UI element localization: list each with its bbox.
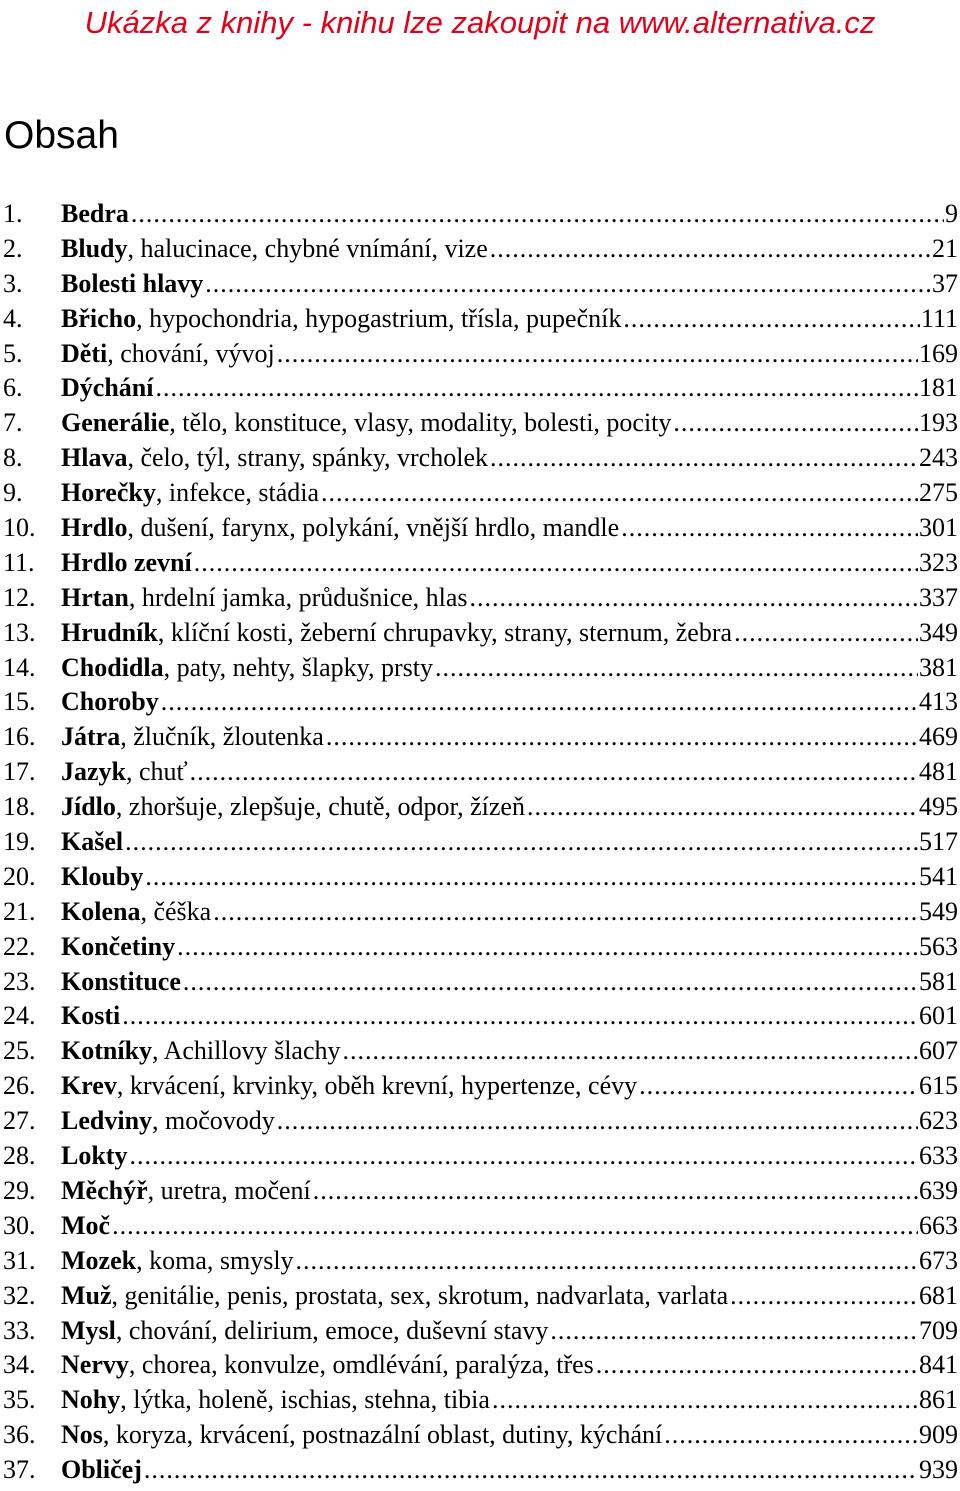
toc-entry-subtopics: , žlučník, žloutenka bbox=[120, 722, 324, 752]
toc-entry-keyword: Hlava bbox=[61, 443, 128, 473]
toc-entry-number: 4. bbox=[3, 303, 23, 333]
toc-entry-title bbox=[61, 720, 326, 755]
toc-entry-title bbox=[61, 1348, 596, 1383]
promo-banner[interactable]: Ukázka z knihy - knihu lze zakoupit na www.alternativa.cz bbox=[84, 5, 876, 40]
toc-dot-leader bbox=[664, 1418, 918, 1453]
toc-entry-page: 349 bbox=[919, 617, 958, 647]
toc-entry-page: 663 bbox=[919, 1210, 958, 1240]
toc-entry-keyword: Bedra bbox=[61, 199, 129, 228]
toc-entry-number: 13. bbox=[3, 617, 36, 647]
toc-entry-page: 111 bbox=[920, 303, 958, 333]
toc-entry-title bbox=[61, 1314, 550, 1349]
toc-entry-title bbox=[61, 651, 435, 686]
toc-entry-title bbox=[61, 1209, 112, 1244]
toc-dot-leader bbox=[490, 232, 931, 267]
toc-entry-title bbox=[61, 685, 161, 720]
toc-entry-subtopics: , hrdelní jamka, průdušnice, hlas bbox=[128, 582, 468, 612]
toc-dot-leader bbox=[492, 1383, 918, 1418]
toc-entry-keyword: Choroby bbox=[61, 687, 159, 717]
toc-entry-number: 18. bbox=[3, 792, 36, 822]
toc-entry-keyword: Mozek bbox=[61, 1245, 137, 1275]
toc-entry-subtopics: , chorea, konvulze, omdlévání, paralýza, třes bbox=[128, 1350, 594, 1380]
toc-entry-page: 21 bbox=[932, 233, 958, 263]
toc-entry-subtopics: , chování, vývoj bbox=[107, 338, 275, 368]
toc-entry-keyword: Obličej bbox=[61, 1455, 142, 1485]
toc-entry-page: 909 bbox=[919, 1420, 958, 1450]
toc-entry-number: 28. bbox=[3, 1141, 36, 1171]
toc-entry-keyword: Generálie bbox=[61, 408, 170, 438]
toc-dot-leader bbox=[639, 1069, 918, 1104]
toc-entry-keyword: Končetiny bbox=[61, 931, 176, 961]
toc-entry-number: 14. bbox=[3, 652, 36, 682]
toc-dot-leader bbox=[435, 651, 918, 686]
toc-entry-page: 615 bbox=[919, 1071, 958, 1101]
toc-entry bbox=[0, 1209, 958, 1244]
toc-entry-title bbox=[61, 755, 190, 790]
toc-entry-number: 36. bbox=[3, 1420, 36, 1450]
toc-entry bbox=[0, 1314, 958, 1349]
toc-dot-leader bbox=[490, 441, 918, 476]
toc-dot-leader bbox=[129, 1139, 918, 1174]
toc-entry bbox=[0, 1104, 958, 1139]
toc-entry-page: 243 bbox=[919, 443, 958, 473]
toc-entry-title bbox=[61, 337, 277, 372]
toc-entry bbox=[0, 965, 958, 1000]
toc-entry-subtopics: , chování, delirium, emoce, duševní stavy bbox=[115, 1315, 549, 1345]
toc-entry-title bbox=[61, 895, 213, 930]
toc-entry-keyword: Měchýř bbox=[61, 1175, 148, 1205]
toc-dot-leader bbox=[313, 1174, 918, 1209]
toc-entry bbox=[0, 406, 958, 441]
page-title: Obsah bbox=[4, 114, 119, 157]
toc-entry-page: 9 bbox=[945, 199, 958, 228]
toc-entry-title bbox=[61, 581, 470, 616]
toc-entry-keyword: Jazyk bbox=[61, 757, 126, 787]
toc-entry-subtopics: , koryza, krvácení, postnazální oblast, dutiny, kýchání bbox=[102, 1420, 663, 1450]
toc-entry bbox=[0, 581, 958, 616]
toc-entry-keyword: Klouby bbox=[61, 861, 144, 891]
toc-entry-number: 11. bbox=[3, 547, 35, 577]
toc-entry bbox=[0, 1453, 958, 1488]
toc-entry-page: 323 bbox=[919, 547, 958, 577]
toc-entry bbox=[0, 1139, 958, 1174]
toc-entry-keyword: Moč bbox=[61, 1210, 111, 1240]
toc-entry-keyword: Horečky bbox=[61, 478, 156, 508]
toc-entry-page: 495 bbox=[919, 792, 958, 822]
toc-entry-number: 6. bbox=[3, 373, 23, 403]
toc-entry-number: 22. bbox=[3, 931, 36, 961]
toc-entry-number: 15. bbox=[3, 687, 36, 717]
toc-entry bbox=[0, 546, 958, 581]
toc-entry-page: 301 bbox=[919, 513, 958, 543]
toc-entry bbox=[0, 999, 958, 1034]
toc-dot-leader bbox=[673, 406, 918, 441]
toc-dot-leader bbox=[131, 197, 944, 232]
toc-entry-number: 19. bbox=[3, 827, 36, 857]
toc-entry bbox=[0, 895, 958, 930]
toc-entry-number: 27. bbox=[3, 1106, 36, 1136]
toc-entry-title bbox=[61, 999, 122, 1034]
toc-entry-title bbox=[61, 1139, 129, 1174]
toc-entry-page: 275 bbox=[919, 478, 958, 508]
toc-entry-number: 10. bbox=[3, 513, 36, 543]
toc-entry-page: 673 bbox=[919, 1245, 958, 1275]
toc-entry-page: 481 bbox=[919, 757, 958, 787]
toc-entry-page: 623 bbox=[919, 1106, 958, 1136]
toc-entry bbox=[0, 930, 958, 965]
toc-entry-subtopics: , koma, smysly bbox=[136, 1245, 294, 1275]
toc-entry-title bbox=[61, 790, 527, 825]
toc-entry bbox=[0, 790, 958, 825]
toc-entry-title bbox=[61, 302, 623, 337]
toc-entry-title bbox=[61, 232, 490, 267]
toc-entry-page: 37 bbox=[932, 268, 958, 298]
toc-entry-title bbox=[61, 1174, 313, 1209]
toc-dot-leader bbox=[730, 1279, 918, 1314]
toc-entry-keyword: Kotníky bbox=[61, 1036, 153, 1066]
toc-entry bbox=[0, 1348, 958, 1383]
toc-dot-leader bbox=[343, 1034, 918, 1069]
toc-entry-number: 2. bbox=[3, 233, 23, 263]
toc-entry-subtopics: , infekce, stádia bbox=[155, 478, 319, 508]
toc-dot-leader bbox=[734, 616, 918, 651]
toc-entry-number: 31. bbox=[3, 1245, 36, 1275]
toc-entry-page: 601 bbox=[919, 1001, 958, 1031]
toc-entry bbox=[0, 441, 958, 476]
toc-entry-page: 861 bbox=[919, 1385, 958, 1415]
toc-entry-keyword: Chodidla bbox=[61, 652, 164, 682]
toc-entry bbox=[0, 1418, 958, 1453]
toc-entry-page: 541 bbox=[919, 861, 958, 891]
toc-entry-title bbox=[61, 1383, 492, 1418]
toc-entry-title bbox=[61, 546, 194, 581]
toc-dot-leader bbox=[177, 930, 918, 965]
toc-entry bbox=[0, 371, 958, 406]
toc-dot-leader bbox=[190, 755, 918, 790]
table-of-contents bbox=[0, 197, 958, 1488]
toc-entry-keyword: Dýchání bbox=[61, 373, 154, 403]
toc-dot-leader bbox=[213, 895, 918, 930]
toc-dot-leader bbox=[321, 476, 918, 511]
toc-entry-subtopics: , krvácení, krvinky, oběh krevní, hypertenze, cévy bbox=[116, 1071, 638, 1101]
toc-dot-leader bbox=[205, 267, 931, 302]
toc-entry-title bbox=[61, 371, 155, 406]
toc-entry-number: 29. bbox=[3, 1175, 36, 1205]
toc-dot-leader bbox=[144, 1453, 918, 1488]
toc-entry-keyword: Krev bbox=[61, 1071, 117, 1101]
toc-entry-keyword: Ledviny bbox=[61, 1106, 153, 1136]
toc-entry bbox=[0, 755, 958, 790]
toc-entry-keyword: Kosti bbox=[61, 1001, 121, 1031]
toc-dot-leader bbox=[122, 999, 918, 1034]
toc-entry-title bbox=[61, 1244, 296, 1279]
toc-entry-title bbox=[61, 860, 145, 895]
toc-entry-number: 26. bbox=[3, 1071, 36, 1101]
toc-entry bbox=[0, 197, 958, 232]
toc-entry bbox=[0, 1383, 958, 1418]
toc-entry-number: 20. bbox=[3, 861, 36, 891]
toc-entry-page: 607 bbox=[919, 1036, 958, 1066]
toc-entry-number: 32. bbox=[3, 1280, 36, 1310]
toc-entry-keyword: Nos bbox=[61, 1420, 103, 1450]
toc-entry-number: 9. bbox=[3, 478, 23, 508]
toc-entry-title bbox=[61, 267, 205, 302]
toc-entry-page: 633 bbox=[919, 1141, 958, 1171]
toc-entry-keyword: Děti bbox=[61, 338, 108, 368]
toc-entry bbox=[0, 1034, 958, 1069]
toc-entry-subtopics: , uretra, močení bbox=[147, 1175, 311, 1205]
toc-entry-subtopics: , lýtka, holeně, ischias, stehna, tibia bbox=[120, 1385, 490, 1415]
toc-dot-leader bbox=[596, 1348, 918, 1383]
toc-entry-title bbox=[61, 1279, 730, 1314]
toc-entry bbox=[0, 1279, 958, 1314]
toc-entry bbox=[0, 720, 958, 755]
toc-entry bbox=[0, 511, 958, 546]
toc-entry-subtopics: , zhoršuje, zlepšuje, chutě, odpor, žízeň bbox=[115, 792, 525, 822]
toc-dot-leader bbox=[194, 546, 918, 581]
toc-entry-title bbox=[61, 616, 734, 651]
toc-entry-title bbox=[61, 441, 490, 476]
toc-entry-title bbox=[61, 197, 131, 232]
toc-entry-subtopics: , paty, nehty, šlapky, prsty bbox=[163, 652, 433, 682]
toc-entry bbox=[0, 267, 958, 302]
toc-entry-number: 37. bbox=[3, 1455, 36, 1485]
toc-entry-subtopics: , hypochondria, hypogastrium, třísla, pupečník bbox=[136, 303, 622, 333]
toc-entry-keyword: Lokty bbox=[61, 1141, 128, 1171]
toc-dot-leader bbox=[277, 1104, 918, 1139]
toc-entry-page: 709 bbox=[919, 1315, 958, 1345]
toc-entry-page: 469 bbox=[919, 722, 958, 752]
toc-entry bbox=[0, 476, 958, 511]
toc-entry-page: 639 bbox=[919, 1175, 958, 1205]
toc-entry-page: 681 bbox=[919, 1280, 958, 1310]
toc-entry bbox=[0, 685, 958, 720]
toc-entry-keyword: Jídlo bbox=[61, 792, 116, 822]
toc-entry-title bbox=[61, 1069, 639, 1104]
toc-entry-number: 1. bbox=[3, 199, 23, 228]
toc-entry-subtopics: , čéška bbox=[140, 896, 212, 926]
toc-entry-keyword: Nohy bbox=[61, 1385, 121, 1415]
toc-entry-subtopics: , chuť bbox=[126, 757, 188, 787]
toc-entry-title bbox=[61, 1453, 144, 1488]
toc-entry-number: 21. bbox=[3, 896, 36, 926]
toc-entry bbox=[0, 1244, 958, 1279]
toc-entry-keyword: Kašel bbox=[61, 827, 124, 857]
toc-entry bbox=[0, 860, 958, 895]
toc-entry-page: 549 bbox=[919, 896, 958, 926]
toc-entry-number: 16. bbox=[3, 722, 36, 752]
toc-entry bbox=[0, 616, 958, 651]
toc-entry-keyword: Muž bbox=[61, 1280, 112, 1310]
toc-entry-title bbox=[61, 511, 621, 546]
toc-entry bbox=[0, 1069, 958, 1104]
toc-entry-number: 35. bbox=[3, 1385, 36, 1415]
toc-dot-leader bbox=[155, 371, 918, 406]
toc-entry-keyword: Hrtan bbox=[61, 582, 129, 612]
toc-entry bbox=[0, 825, 958, 860]
toc-entry-subtopics: , genitálie, penis, prostata, sex, skrotum, nadvarlata, varlata bbox=[111, 1280, 729, 1310]
toc-entry-page: 841 bbox=[919, 1350, 958, 1380]
toc-entry-subtopics: , močovody bbox=[152, 1106, 275, 1136]
toc-entry-title bbox=[61, 1034, 343, 1069]
toc-entry-keyword: Břicho bbox=[61, 303, 137, 333]
toc-entry-number: 34. bbox=[3, 1350, 36, 1380]
toc-entry bbox=[0, 337, 958, 372]
toc-entry-title bbox=[61, 406, 673, 441]
toc-entry-page: 413 bbox=[919, 687, 958, 717]
toc-entry-title bbox=[61, 965, 183, 1000]
toc-entry-subtopics: , halucinace, chybné vnímání, vize bbox=[127, 233, 488, 263]
toc-dot-leader bbox=[550, 1314, 918, 1349]
toc-entry-keyword: Hrdlo zevní bbox=[61, 547, 192, 577]
toc-entry bbox=[0, 302, 958, 337]
toc-entry-title bbox=[61, 930, 177, 965]
toc-entry-subtopics: , klíční kosti, žeberní chrupavky, strany, sternum, žebra bbox=[157, 617, 733, 647]
toc-entry-keyword: Hrudník bbox=[61, 617, 158, 647]
toc-entry-page: 581 bbox=[919, 966, 958, 996]
toc-entry-keyword: Bludy bbox=[61, 233, 128, 263]
toc-dot-leader bbox=[296, 1244, 918, 1279]
toc-dot-leader bbox=[470, 581, 918, 616]
toc-dot-leader bbox=[623, 302, 920, 337]
toc-entry-number: 24. bbox=[3, 1001, 36, 1031]
toc-entry-keyword: Kolena bbox=[61, 896, 141, 926]
toc-dot-leader bbox=[112, 1209, 918, 1244]
toc-entry-page: 939 bbox=[919, 1455, 958, 1485]
toc-entry-number: 8. bbox=[3, 443, 23, 473]
toc-entry-page: 563 bbox=[919, 931, 958, 961]
toc-entry-keyword: Hrdlo bbox=[61, 513, 128, 543]
toc-entry-title bbox=[61, 1418, 664, 1453]
toc-entry-keyword: Játra bbox=[61, 722, 121, 752]
toc-dot-leader bbox=[145, 860, 918, 895]
toc-entry-page: 381 bbox=[919, 652, 958, 682]
toc-entry-page: 193 bbox=[919, 408, 958, 438]
toc-entry bbox=[0, 651, 958, 686]
toc-entry-number: 5. bbox=[3, 338, 23, 368]
toc-entry-title bbox=[61, 825, 125, 860]
toc-entry-number: 17. bbox=[3, 757, 36, 787]
toc-entry-keyword: Nervy bbox=[61, 1350, 129, 1380]
toc-dot-leader bbox=[125, 825, 918, 860]
toc-dot-leader bbox=[326, 720, 918, 755]
toc-dot-leader bbox=[621, 511, 918, 546]
toc-entry-keyword: Konstituce bbox=[61, 966, 181, 996]
toc-entry-page: 517 bbox=[919, 827, 958, 857]
toc-entry-subtopics: , Achillovy šlachy bbox=[152, 1036, 341, 1066]
toc-entry-title bbox=[61, 476, 321, 511]
toc-entry-number: 3. bbox=[3, 268, 23, 298]
toc-entry-number: 23. bbox=[3, 966, 36, 996]
toc-entry-number: 33. bbox=[3, 1315, 36, 1345]
toc-entry-number: 30. bbox=[3, 1210, 36, 1240]
toc-entry-page: 181 bbox=[919, 373, 958, 403]
toc-dot-leader bbox=[161, 685, 918, 720]
toc-entry-page: 169 bbox=[919, 338, 958, 368]
toc-entry-number: 7. bbox=[3, 408, 23, 438]
toc-dot-leader bbox=[527, 790, 918, 825]
toc-entry-page: 337 bbox=[919, 582, 958, 612]
toc-entry-subtopics: , tělo, konstituce, vlasy, modality, bolesti, pocity bbox=[169, 408, 672, 438]
toc-entry bbox=[0, 232, 958, 267]
toc-entry bbox=[0, 1174, 958, 1209]
toc-dot-leader bbox=[183, 965, 918, 1000]
toc-entry-subtopics: , dušení, farynx, polykání, vnější hrdlo, mandle bbox=[127, 513, 620, 543]
toc-dot-leader bbox=[277, 337, 918, 372]
toc-entry-subtopics: , čelo, týl, strany, spánky, vrcholek bbox=[127, 443, 488, 473]
toc-entry-keyword: Bolesti hlavy bbox=[61, 268, 204, 298]
toc-entry-number: 25. bbox=[3, 1036, 36, 1066]
toc-entry-number: 12. bbox=[3, 582, 36, 612]
toc-entry-keyword: Mysl bbox=[61, 1315, 116, 1345]
toc-entry-title bbox=[61, 1104, 277, 1139]
